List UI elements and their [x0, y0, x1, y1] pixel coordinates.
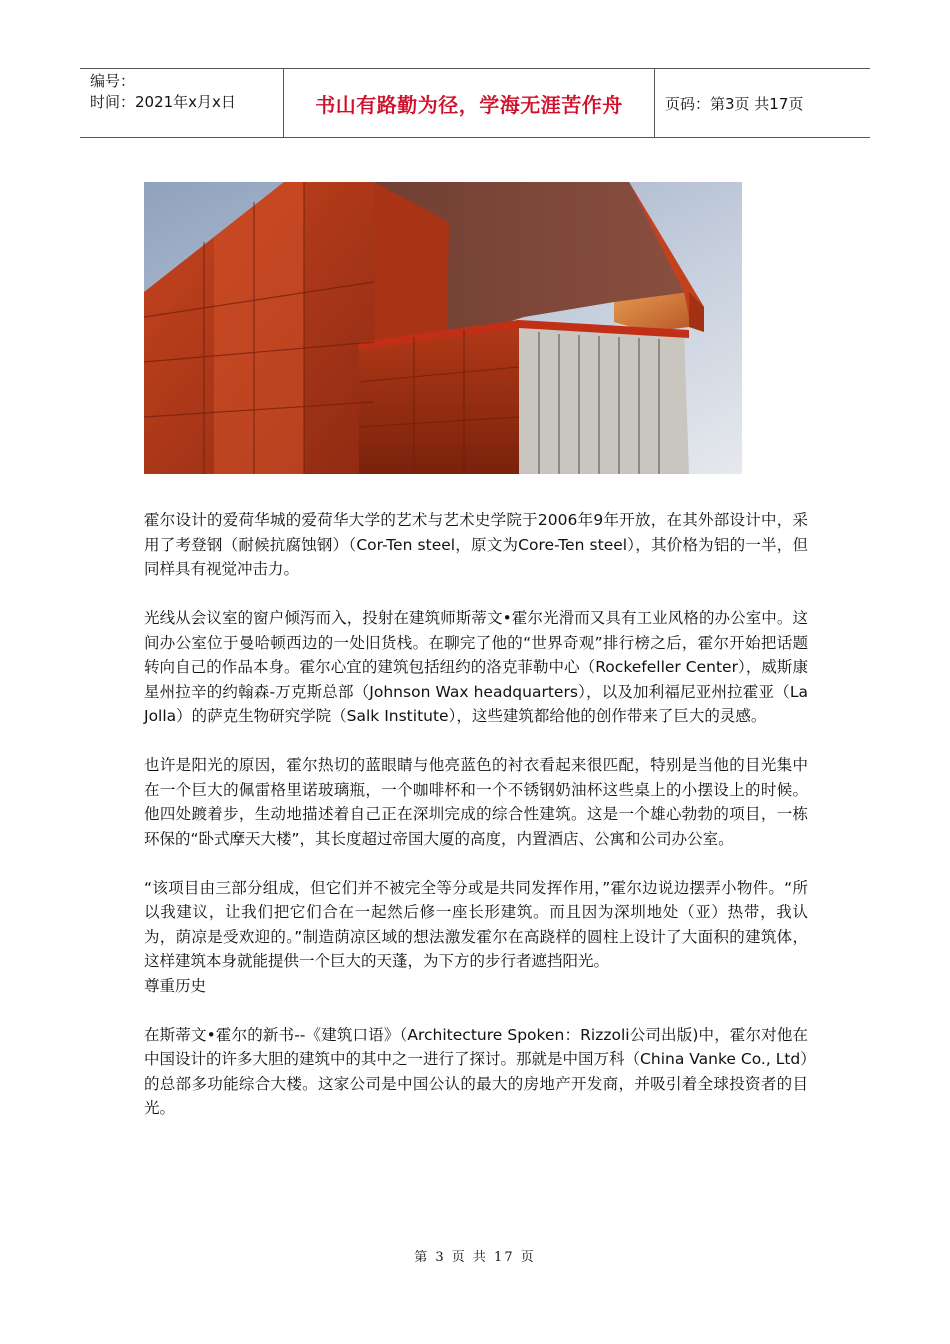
header-page-cell	[655, 69, 870, 137]
paragraph-4: “该项目由三部分组成，但它们并不被完全等分或是共同发挥作用，”霍尔边说边摆弄小物件。“所以我建议，让我们把它们合在一起然后修一座长形建筑。而且因为深圳地处（亚）热带，我认为，荫凉是受欢迎的。”制造荫凉区域的想法激发霍尔在高跷样的圆柱上设计了大面积的建筑体，这样建筑本身就能提供一个巨大的天蓬，为下方的步行者遮挡阳光。	[144, 878, 808, 970]
article-body	[144, 508, 808, 1145]
paragraph-2: 光线从会议室的窗户倾泻而入，投射在建筑师斯蒂文•霍尔光滑而又具有工业风格的办公室中。这间办公室位于曼哈顿西边的一处旧货栈。在聊完了他的“世界奇观”排行榜之后，霍尔开始把话题转向自己的作品本身。霍尔心宜的建筑包括纽约的洛克菲勒中心（Rockefeller Center），威斯康星州拉辛的约翰森-万克斯总部（Johnson Wax headquarters），以及加利福尼亚州拉霍亚（La Jolla）的萨克生物研究学院（Salk Institute），这些建筑都给他的创作带来了巨大的灵感。	[144, 609, 808, 725]
page-info: 页码：第3页 共17页	[665, 94, 804, 113]
paragraph-5: 在斯蒂文•霍尔的新书--《建筑口语》（Architecture Spoken：Rizzoli公司出版)中，霍尔对他在中国设计的许多大胆的建筑中的其中之一进行了探讨。那就是中国万科（China Vanke Co., Ltd）的总部多功能综合大楼。这家公司是中国公认的最大的房地产开发商，并吸引着全球投资者的目光。	[144, 1025, 808, 1117]
header-motto-cell	[283, 69, 655, 137]
header-table	[80, 68, 870, 138]
paragraph-1: 霍尔设计的爱荷华城的爱荷华大学的艺术与艺术史学院于2006年9年开放，在其外部设计中，采用了考登钢（耐候抗腐蚀钢）（Cor-Ten steel，原文为Core-Ten steel），其价格为铝的一半，但同样具有视觉冲击力。	[144, 511, 808, 578]
section-heading: 尊重历史	[144, 976, 207, 995]
building-photo	[144, 182, 742, 474]
serial-label: 编号：	[90, 72, 136, 90]
header-motto: 书山有路勤为径，学海无涯苦作舟	[315, 92, 623, 117]
date-label: 时间：2021年x月x日	[90, 93, 236, 111]
paragraph-3: 也许是阳光的原因，霍尔热切的蓝眼睛与他亮蓝色的衬衣看起来很匹配，特别是当他的目光集中在一个巨大的佩雷格里诺玻璃瓶，一个咖啡杯和一个不锈钢奶油杯这些桌上的小摆设上的时候。他四处踱着步，生动地描述着自己正在深圳完成的综合性建筑。这是一个雄心勃勃的项目，一栋环保的“卧式摩天大楼”，其长度超过帝国大厦的高度，内置酒店、公寓和公司办公室。	[144, 756, 808, 848]
page-footer: 第 3 页 共 17 页	[414, 1250, 536, 1265]
header-left-cell	[80, 69, 283, 137]
